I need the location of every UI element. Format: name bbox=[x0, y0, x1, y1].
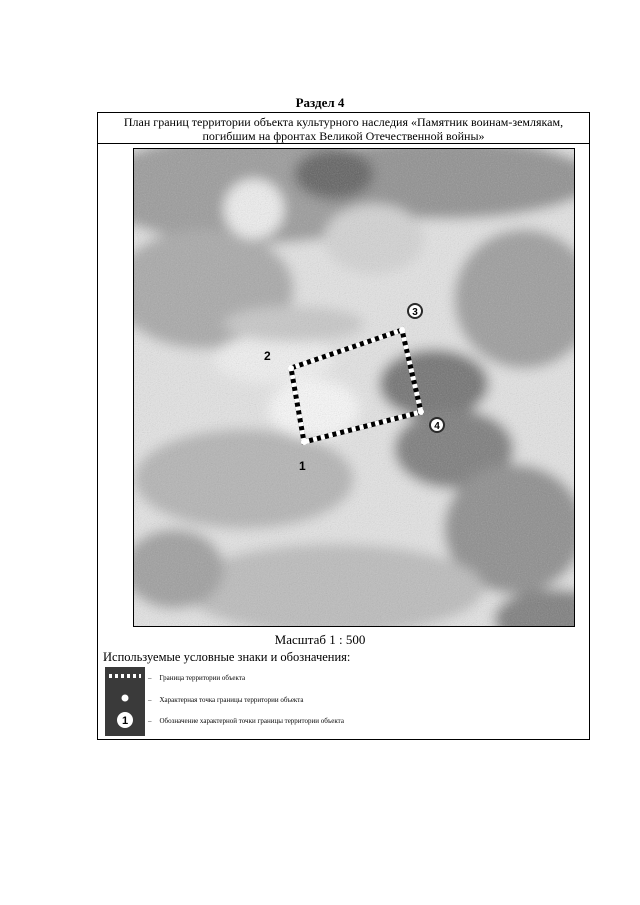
legend-swatch-panel bbox=[105, 667, 145, 736]
plan-title-line-1: План границ территории объекта культурного наследия «Памятник воинам-землякам, bbox=[123, 115, 564, 129]
boundary-point-1[interactable] bbox=[301, 439, 307, 445]
legend-label-point: Характерная точка границы территории объекта bbox=[159, 696, 304, 704]
legend-item-point: – Характерная точка границы территории объекта bbox=[148, 696, 304, 704]
legend-label-boundary: Граница территории объекта bbox=[159, 674, 246, 682]
legend-item-boundary: – Граница территории объекта bbox=[148, 674, 246, 682]
legend-label-numbered-point: Обозначение характерной точки границы территории объекта bbox=[159, 717, 344, 725]
legend-item-numbered-point: – Обозначение характерной точки границы территории объекта bbox=[148, 717, 344, 725]
boundary-point-2[interactable] bbox=[288, 365, 294, 371]
boundary-point-3[interactable] bbox=[399, 327, 405, 333]
map-canvas bbox=[134, 149, 575, 627]
boundary-point-4[interactable] bbox=[418, 409, 424, 415]
point-label-1: 1 bbox=[299, 459, 306, 473]
point-label-4: 4 bbox=[434, 421, 440, 432]
point-marker-3[interactable] bbox=[407, 303, 423, 319]
plan-title bbox=[98, 113, 589, 144]
legend-title: Используемые условные знаки и обозначения: bbox=[103, 650, 351, 664]
legend-point-symbol bbox=[122, 695, 129, 702]
point-marker-4[interactable] bbox=[429, 417, 445, 433]
point-label-2: 2 bbox=[264, 349, 271, 363]
aerial-map[interactable] bbox=[133, 148, 575, 627]
map-texture bbox=[134, 149, 575, 627]
legend-numbered-point-number: 1 bbox=[121, 715, 129, 727]
section-title: Раздел 4 bbox=[295, 95, 345, 110]
point-label-3: 3 bbox=[412, 307, 418, 318]
map-scale: Масштаб 1 : 500 bbox=[274, 632, 366, 647]
plan-title-line-2: погибшим на фронтах Великой Отечественной войны» bbox=[202, 129, 485, 143]
